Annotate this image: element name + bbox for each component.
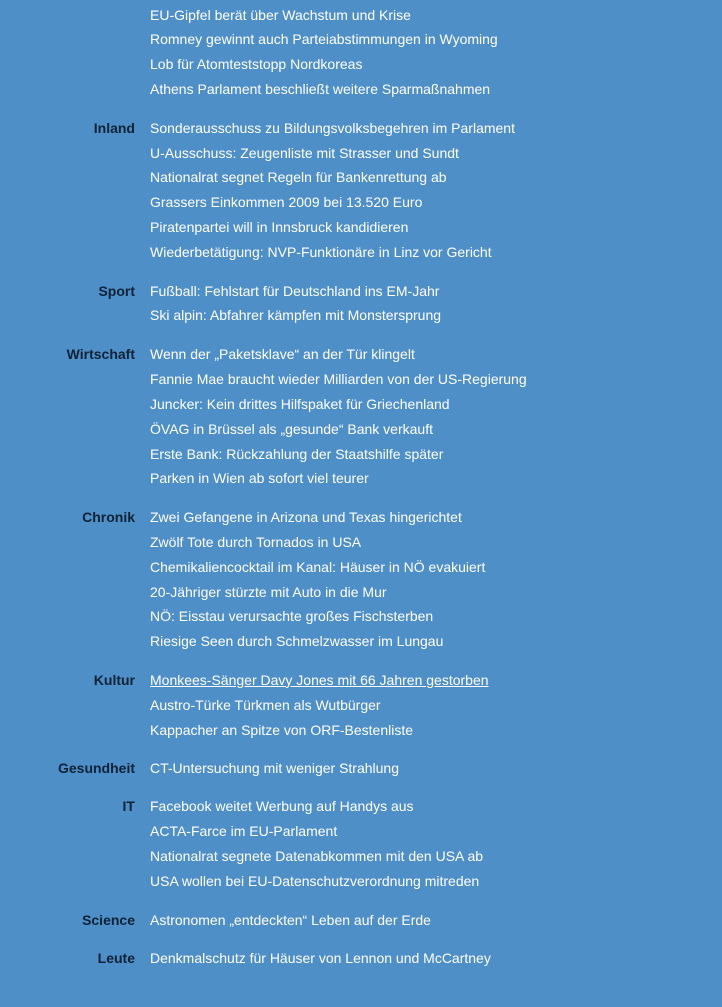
headline-link[interactable]: Nationalrat segnete Datenabkommen mit den USA ab [150,848,484,865]
headline-link[interactable]: NÖ: Eisstau verursachte großes Fischsterben [150,608,434,625]
headline-link[interactable]: 20-Jähriger stürzte mit Auto in die Mur [150,583,387,600]
headline-link[interactable]: Astronomen „entdeckten“ Leben auf der Erde [150,911,431,928]
headline-link[interactable]: Wiederbetätigung: NVP-Funktionäre in Linz vor Gericht [150,244,492,261]
section-label-chronik: Chronik [82,508,135,525]
headline-link[interactable]: Fußball: Fehlstart für Deutschland ins EM-Jahr [150,282,440,299]
headline-link[interactable]: Ski alpin: Abfahrer kämpfen mit Monstersprung [150,307,442,324]
headline-item [150,215,515,240]
headline-link[interactable]: Chemikaliencocktail im Kanal: Häuser in NÖ evakuiert [150,558,486,575]
headline-item [150,629,485,654]
headline-item [150,946,491,971]
news-index [0,3,722,1007]
section-gap [0,781,722,795]
headline-item [150,668,489,693]
headline-link[interactable]: ACTA-Farce im EU-Parlament [150,823,338,840]
headline-link[interactable]: Nationalrat segnet Regeln für Bankenrettung ab [150,169,447,186]
headline-item [150,756,399,781]
headline-link[interactable]: Romney gewinnt auch Parteiabstimmungen in Wyoming [150,31,498,48]
headline-list [150,279,441,329]
headline-link[interactable]: USA wollen bei EU-Datenschutzverordnung mitreden [150,873,480,890]
section-gap [0,328,722,342]
section-top [0,3,722,103]
section-gap [0,265,722,279]
headline-link[interactable]: Zwölf Tote durch Tornados in USA [150,533,362,550]
section-science [0,908,722,933]
section-gesundheit [0,756,722,781]
headline-link[interactable]: EU-Gipfel berät über Wachstum und Krise [150,6,411,23]
section-wirtschaft [0,342,722,491]
section-kultur [0,668,722,743]
headline-item [150,693,489,718]
headline-item [150,908,431,933]
headline-item [150,342,527,367]
headline-item [150,392,527,417]
headline-list [150,908,431,933]
headline-item [150,279,441,304]
headline-item [150,505,485,530]
headline-link[interactable]: Grassers Einkommen 2009 bei 13.520 Euro [150,194,423,211]
section-chronik [0,505,722,654]
headline-link[interactable]: Athens Parlament beschließt weitere Sparmaßnahmen [150,81,491,98]
headline-link[interactable]: Fannie Mae braucht wieder Milliarden von der US-Regierung [150,370,527,387]
headline-link[interactable]: Parken in Wien ab sofort viel teurer [150,470,369,487]
headline-link[interactable]: Kappacher an Spitze von ORF-Bestenliste [150,721,414,738]
section-gap [0,654,722,668]
headline-link[interactable]: Lob für Atomteststopp Nordkoreas [150,56,363,73]
headline-item [150,442,527,467]
headline-item [150,819,483,844]
headline-item [150,530,485,555]
section-label-it: IT [122,798,135,815]
section-gap [0,932,722,946]
section-it [0,794,722,894]
headline-item [150,604,485,629]
headline-item [150,77,498,102]
headline-list [150,342,527,491]
headline-link[interactable]: Wenn der „Paketsklave“ an der Tür klingelt [150,345,415,362]
section-gap [0,894,722,908]
headline-list [150,794,483,894]
headline-list [150,756,399,781]
section-label-science: Science [82,911,135,928]
section-gap [0,742,722,756]
section-inland [0,116,722,265]
section-label-kultur: Kultur [93,671,135,688]
headline-item [150,555,485,580]
headline-link[interactable]: Denkmalschutz für Häuser von Lennon und McCartney [150,949,491,966]
headline-link[interactable]: Erste Bank: Rückzahlung der Staatshilfe später [150,445,444,462]
headline-item [150,718,489,743]
headline-item [150,794,483,819]
headline-item [150,190,515,215]
headline-item [150,27,498,52]
headline-link[interactable]: CT-Untersuchung mit weniger Strahlung [150,759,400,776]
headline-link[interactable]: Riesige Seen durch Schmelzwasser im Lungau [150,633,444,650]
headline-link[interactable]: Piratenpartei will in Innsbruck kandidieren [150,219,409,236]
headline-link-hovered[interactable]: Monkees-Sänger Davy Jones mit 66 Jahren gestorben [150,671,489,688]
headline-item [150,580,485,605]
section-leute [0,946,722,971]
headline-item [150,869,483,894]
headline-list [150,116,515,265]
headline-link[interactable]: U-Ausschuss: Zeugenliste mit Strasser und Sundt [150,144,459,161]
headline-item [150,303,441,328]
section-gap [0,491,722,505]
headline-item [150,240,515,265]
headline-link[interactable]: Juncker: Kein drittes Hilfspaket für Griechenland [150,395,450,412]
headline-link[interactable]: Austro-Türke Türkmen als Wutbürger [150,696,381,713]
headline-list [150,505,485,654]
headline-link[interactable]: ÖVAG in Brüssel als „gesunde“ Bank verkauft [150,420,433,437]
headline-link[interactable]: Facebook weitet Werbung auf Handys aus [150,798,414,815]
headline-item [150,844,483,869]
headline-item [150,116,515,141]
headline-list [150,946,491,971]
headline-link[interactable]: Sonderausschuss zu Bildungsvolksbegehren im Parlament [150,119,515,136]
section-label-sport: Sport [98,282,135,299]
headline-link[interactable]: Zwei Gefangene in Arizona und Texas hingerichtet [150,508,462,525]
headline-list [150,668,489,743]
headline-item [150,417,527,442]
section-label-wirtschaft: Wirtschaft [66,345,135,362]
section-gap [0,102,722,116]
headline-item [150,141,515,166]
section-label-gesundheit: Gesundheit [57,759,135,776]
headline-item [150,3,498,28]
section-label-leute: Leute [97,949,135,966]
headline-item [150,367,527,392]
section-label-inland: Inland [93,119,135,136]
headline-list [150,3,498,103]
headline-item [150,52,498,77]
headline-item [150,466,527,491]
headline-item [150,165,515,190]
section-sport [0,279,722,329]
